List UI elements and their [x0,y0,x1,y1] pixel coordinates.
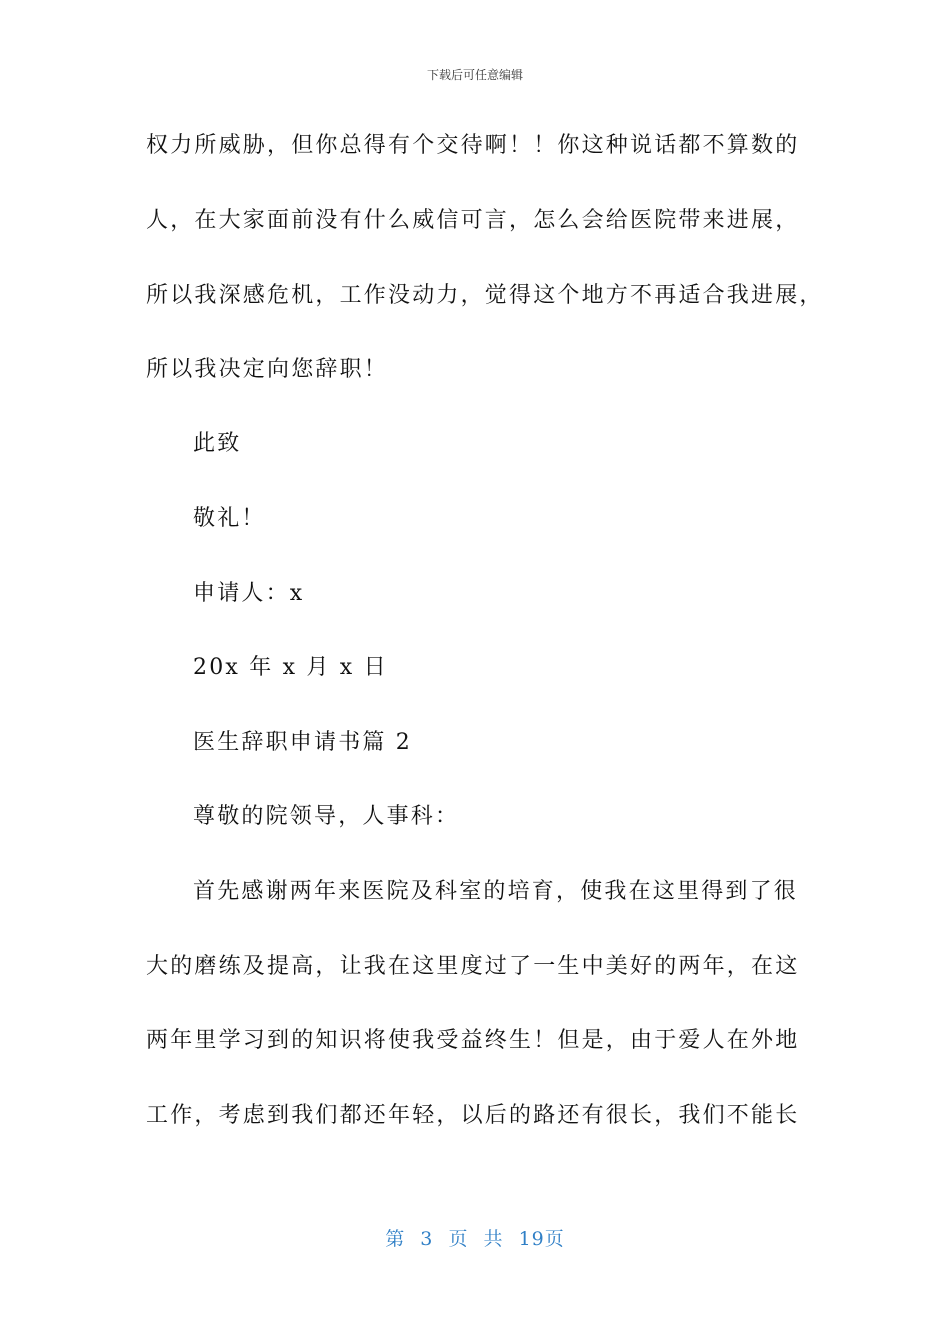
footer-total-label: 共 [483,1228,504,1250]
body-line-3: 所以我深感危机，工作没动力，觉得这个地方不再适合我进展， [146,283,824,308]
body-line-2: 人，在大家面前没有什么威信可言，怎么会给医院带来进展， [146,208,800,233]
body-line-11: 首先感谢两年来医院及科室的培育，使我在这里得到了很 [193,879,799,904]
footer-total-pages: 19页 [518,1228,565,1250]
body-line-1: 权力所威胁，但你总得有个交待啊！！你这种说话都不算数的 [146,133,800,158]
body-line-14: 工作，考虑到我们都还年轻，以后的路还有很长，我们不能长 [146,1103,800,1128]
section-title: 医生辞职申请书篇 2 [193,730,412,755]
recipient-line: 尊敬的院领导，人事科： [193,804,460,829]
footer-current-page: 3 [420,1228,434,1250]
body-line-13: 两年里学习到的知识将使我受益终生！但是，由于爱人在外地 [146,1028,800,1053]
footer-page-label: 第 [385,1228,406,1250]
body-line-4: 所以我决定向您辞职！ [146,357,389,382]
date-line: 20x 年 x 月 x 日 [193,655,388,680]
footer-page-unit: 页 [448,1228,469,1250]
body-line-12: 大的磨练及提高，让我在这里度过了一生中美好的两年，在这 [146,954,800,979]
page-header: 下载后可任意编辑 [426,68,523,82]
applicant-line: 申请人：x [193,581,305,606]
closing-respect: 敬礼！ [193,506,266,531]
page-footer [0,1226,950,1252]
closing-salutation: 此致 [193,431,242,456]
